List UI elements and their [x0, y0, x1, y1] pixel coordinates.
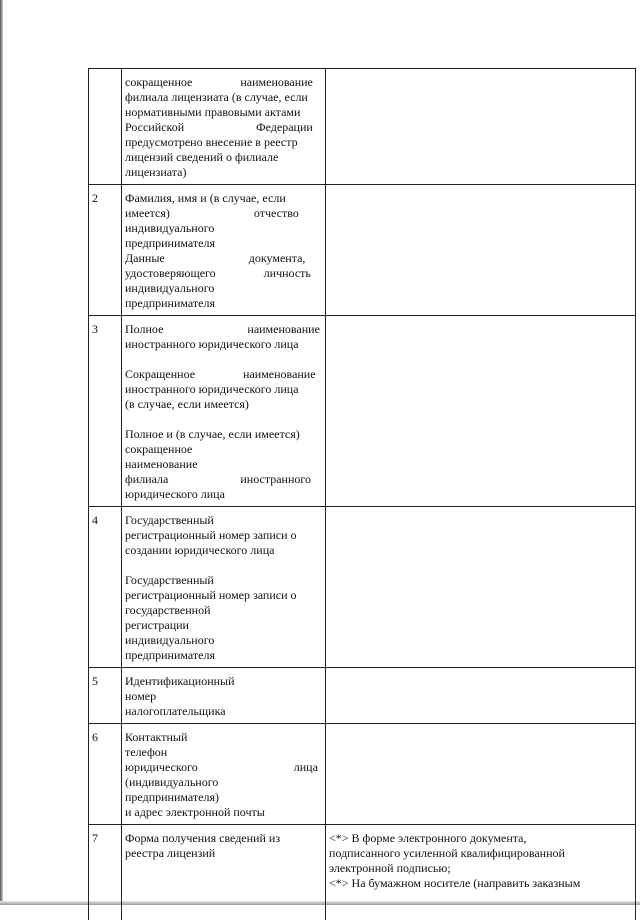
row-label-text: Контактный телефон юридического лица (индивидуального предпринимателя) и адрес электронной почты [125, 730, 318, 819]
row-value-field[interactable] [326, 668, 636, 724]
row-label-part: Полное наименование иностранного юридического лица [125, 322, 320, 351]
row-number: 7 [89, 825, 122, 920]
paragraph-gap [125, 412, 322, 427]
row-label-text: Идентификационный номер налогоплательщика [125, 674, 235, 718]
table-row-foreign-entity-name [89, 316, 636, 507]
table-row-entrepreneur-name [89, 185, 636, 316]
row-label [122, 825, 326, 920]
table-row-taxpayer-id [89, 668, 636, 724]
paragraph-gap [125, 558, 322, 573]
paragraph-gap [125, 352, 322, 367]
row-number: 5 [89, 668, 122, 724]
row-value-field[interactable] [326, 507, 636, 668]
row-label [122, 69, 326, 185]
row-label [122, 507, 326, 668]
row-label-part: Государственный регистрационный номер записи о создании юридического лица [125, 513, 297, 557]
row-value-field[interactable] [326, 69, 636, 185]
table-row-contacts [89, 724, 636, 825]
row-label-part: Полное и (в случае, если имеется) сокращенное наименование филиала иностранного юридического лица [125, 427, 312, 501]
row-value-options [326, 825, 636, 920]
row-number [89, 69, 122, 185]
row-label-text: сокращенное наименование филиала лицензиата (в случае, если нормативными правовыми актами Российской Федерации предусмотрено внесение в реестр лицензий сведений о филиале лицензиата) [125, 75, 313, 179]
row-number: 2 [89, 185, 122, 316]
table-row-registration-number [89, 507, 636, 668]
scan-edge-left [0, 0, 3, 905]
license-request-table [88, 68, 636, 920]
row-label [122, 185, 326, 316]
row-label [122, 668, 326, 724]
row-value-field[interactable] [326, 724, 636, 825]
table-row-receipt-form [89, 825, 636, 920]
row-value-field[interactable] [326, 316, 636, 507]
row-label-part: Фамилия, имя и (в случае, если имеется) отчество индивидуального предпринимателя [125, 191, 299, 250]
receipt-options-text: <*> В форме электронного документа, подписанного усиленной квалифицированной электронной подписью; <*> На бумажном носителе (направить заказным [329, 831, 581, 890]
row-number: 6 [89, 724, 122, 825]
row-label [122, 316, 326, 507]
row-value-field[interactable] [326, 185, 636, 316]
row-label-part: Государственный регистрационный номер записи о государственной регистрации индивидуального предпринимателя [125, 573, 297, 662]
table-row-branch-name [89, 69, 636, 185]
row-label-part: Сокращенное наименование иностранного юридического лица (в случае, если имеется) [125, 367, 316, 411]
row-label-text: Форма получения сведений из реестра лицензий [125, 831, 281, 860]
row-label-part: Данные документа, удостоверяющего личность индивидуального предпринимателя [125, 251, 311, 310]
row-number: 4 [89, 507, 122, 668]
row-label [122, 724, 326, 825]
row-number: 3 [89, 316, 122, 507]
